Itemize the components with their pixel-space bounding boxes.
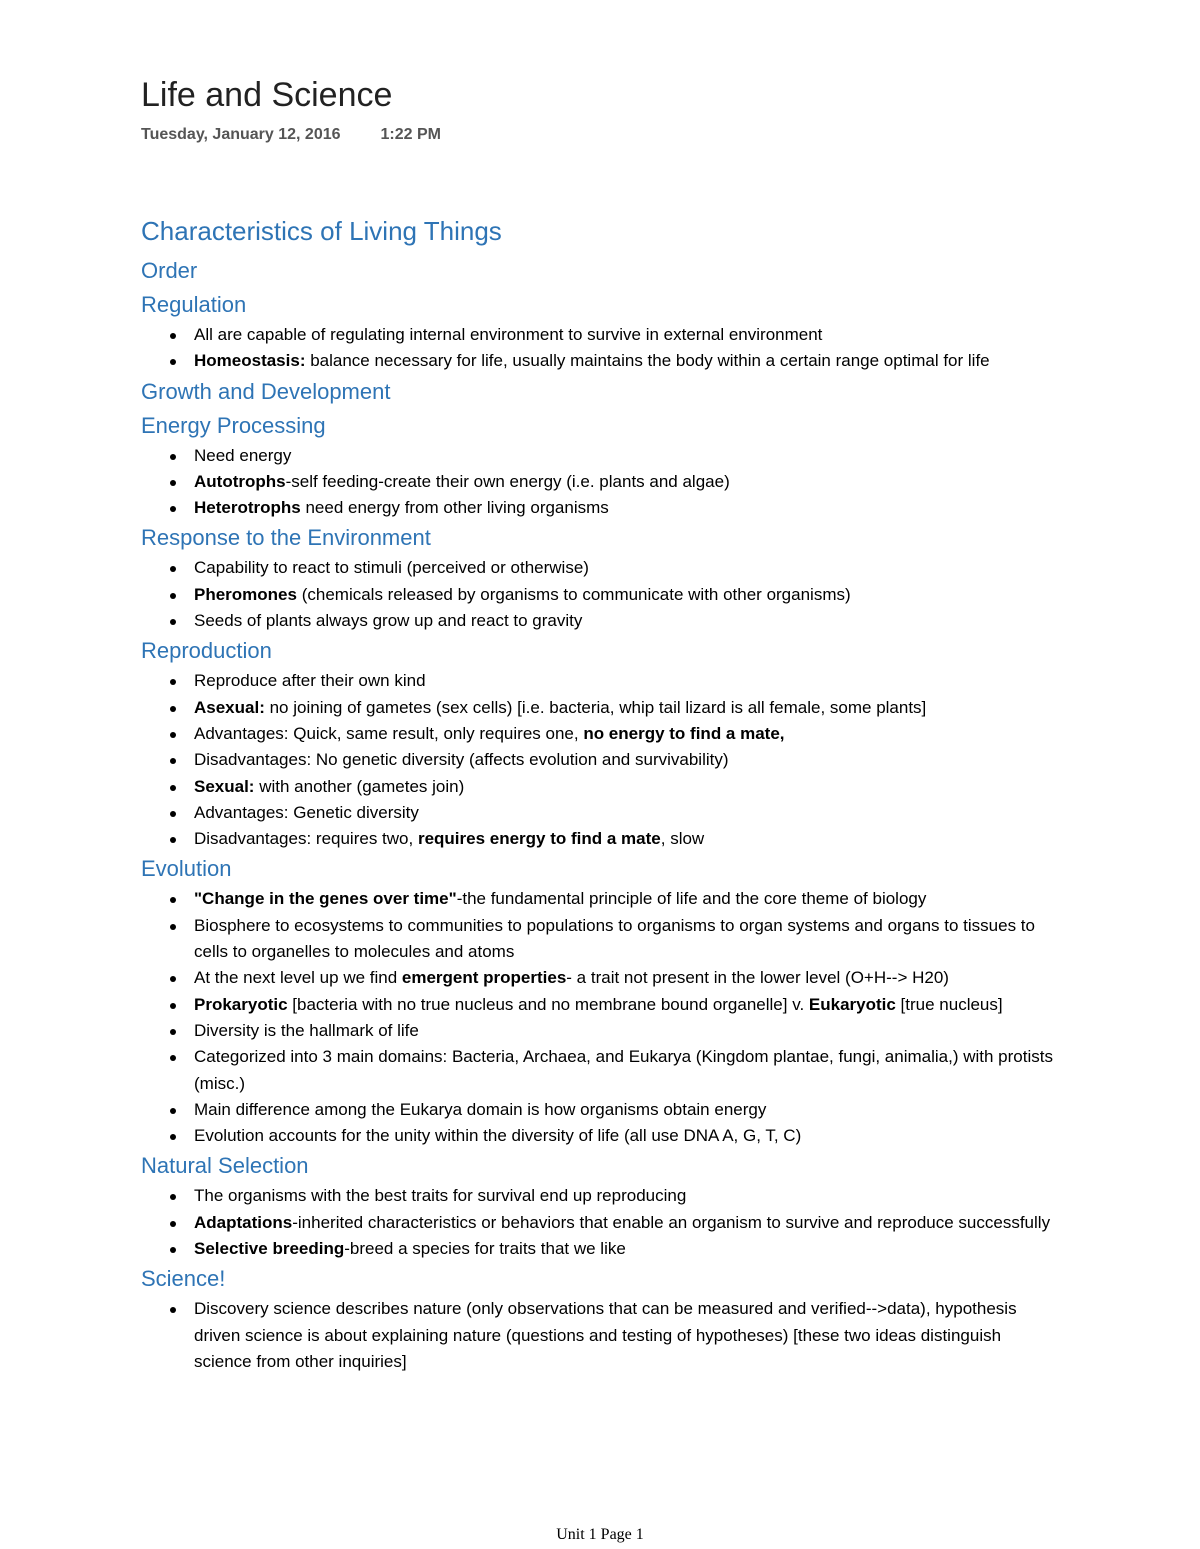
list-item: [194, 913, 1056, 966]
text-run: Need energy: [194, 445, 292, 465]
list-item: [194, 886, 1056, 912]
list-item: [194, 1296, 1056, 1375]
bold-term: "Change in the genes over time": [194, 889, 457, 909]
text-run: All are capable of regulating internal environment to survive in external environment: [194, 325, 823, 344]
bullet-list: [141, 668, 1056, 852]
bold-term: no energy to find a mate,: [583, 723, 785, 743]
bold-term: Eukaryotic: [808, 994, 896, 1014]
list-item: [194, 1044, 1056, 1097]
bullet-list: [141, 1296, 1056, 1375]
list-item: [194, 495, 1056, 521]
list-item: [194, 608, 1056, 634]
bold-term: Autotrophs: [194, 471, 286, 491]
text-run: The organisms with the best traits for survival end up reproducing: [194, 1186, 687, 1206]
text-run: no joining of gametes (sex cells) [i.e. bacteria, whip tail lizard is all female, some plants]: [264, 697, 927, 717]
text-run: -inherited characteristics or behaviors that enable an organism to survive and reproduce successfully: [292, 1212, 1051, 1232]
section-heading: Energy Processing: [141, 412, 326, 438]
list-item: [194, 322, 1056, 348]
bullet-list: [141, 443, 1056, 522]
section-heading: Evolution: [141, 856, 232, 882]
text-run: -self feeding-create their own energy (i.e. plants and algae): [285, 471, 730, 491]
text-run: -breed a species for traits that we like: [344, 1239, 626, 1259]
page-title: Life and Science: [141, 76, 393, 114]
list-item: [194, 668, 1056, 694]
text-run: - a trait not present in the lower level (O+H--> H20): [566, 968, 949, 988]
bullet-list: [141, 555, 1056, 634]
text-run: Main difference among the Eukarya domain is how organisms obtain energy: [194, 1099, 767, 1119]
text-run: Reproduce after their own kind: [194, 671, 426, 691]
bold-term: Selective breeding: [194, 1239, 345, 1259]
text-run: Disadvantages: requires two,: [194, 829, 418, 849]
bullet-list: [141, 322, 1056, 375]
list-item: [194, 965, 1056, 991]
sections-container: [141, 254, 1056, 1375]
bold-term: Prokaryotic: [194, 994, 288, 1014]
page-date: Tuesday, January 12, 2016: [141, 126, 341, 143]
text-run: need energy from other living organisms: [300, 498, 609, 518]
section-heading: Reproduction: [141, 638, 272, 664]
text-run: Diversity is the hallmark of life: [194, 1020, 419, 1040]
bold-term: requires energy to find a mate: [417, 829, 661, 849]
section-heading: Growth and Development: [141, 378, 391, 404]
text-run: -the fundamental principle of life and the core theme of biology: [456, 889, 927, 909]
section-heading: Response to the Environment: [141, 525, 431, 551]
text-run: Evolution accounts for the unity within the diversity of life (all use DNA A, G, T, C): [194, 1126, 802, 1146]
text-run: with another (gametes join): [254, 776, 465, 796]
bold-term: emergent properties: [401, 968, 567, 988]
list-item: [194, 774, 1056, 800]
text-run: Categorized into 3 main domains: Bacteria, Archaea, and Eukarya (Kingdom plantae, fungi, animalia,) with protists (misc.): [194, 1047, 1053, 1093]
text-run: [bacteria with no true nucleus and no membrane bound organelle] v.: [287, 994, 809, 1014]
bold-term: Asexual:: [194, 697, 265, 717]
text-run: Biosphere to ecosystems to communities to populations to organisms to organ systems and organs to tissues to cells to organelles to molecules and atoms: [194, 915, 1035, 962]
text-run: Disadvantages: No genetic diversity (affects evolution and survivability): [194, 750, 729, 770]
bold-term: Adaptations: [194, 1212, 293, 1232]
text-run: Discovery science describes nature (only observations that can be measured and verified-->data), hypothesis driven science is about explaining nature (questions and testing of hypotheses) [these two ideas distinguish science from other inquiries]: [194, 1299, 1017, 1371]
page-footer: Unit 1 Page 1: [556, 1526, 644, 1543]
main-heading: Characteristics of Living Things: [141, 216, 502, 246]
page-time: 1:22 PM: [380, 126, 441, 143]
list-item: [194, 800, 1056, 826]
bold-term: Heterotrophs: [194, 498, 301, 518]
bold-term: Sexual:: [194, 776, 255, 796]
list-item: [194, 1236, 1056, 1262]
text-run: At the next level up we find: [194, 968, 402, 988]
list-item: [194, 1097, 1056, 1123]
text-run: Advantages: Genetic diversity: [194, 802, 419, 822]
bullet-list: [141, 1183, 1056, 1262]
section-heading: Natural Selection: [141, 1153, 309, 1179]
section-heading: Regulation: [141, 292, 247, 317]
text-run: Advantages: Quick, same result, only requires one,: [194, 723, 584, 743]
text-run: , slow: [660, 829, 705, 849]
section-heading: Science!: [141, 1266, 226, 1292]
list-item: [194, 992, 1056, 1018]
list-item: [194, 747, 1056, 773]
list-item: [194, 348, 1056, 374]
list-item: [194, 443, 1056, 469]
section-heading: Order: [141, 258, 198, 283]
list-item: [194, 1018, 1056, 1044]
page-timestamp: [141, 126, 441, 144]
list-item: [194, 555, 1056, 581]
text-run: balance necessary for life, usually maintains the body within a certain range optimal for life: [305, 351, 990, 371]
list-item: [194, 1123, 1056, 1149]
bold-term: Pheromones: [194, 584, 297, 604]
text-run: Seeds of plants always grow up and react to gravity: [194, 611, 583, 631]
text-run: [true nucleus]: [895, 994, 1003, 1014]
text-run: Capability to react to stimuli (perceived or otherwise): [194, 558, 589, 578]
bullet-list: [141, 886, 1056, 1149]
note-body: [141, 214, 1056, 1375]
list-item: [194, 695, 1056, 721]
list-item: [194, 469, 1056, 495]
list-item: [194, 721, 1056, 747]
bold-term: Homeostasis:: [194, 351, 306, 371]
list-item: [194, 826, 1056, 852]
list-item: [194, 1210, 1056, 1236]
list-item: [194, 1183, 1056, 1209]
list-item: [194, 582, 1056, 608]
text-run: (chemicals released by organisms to communicate with other organisms): [296, 584, 851, 604]
